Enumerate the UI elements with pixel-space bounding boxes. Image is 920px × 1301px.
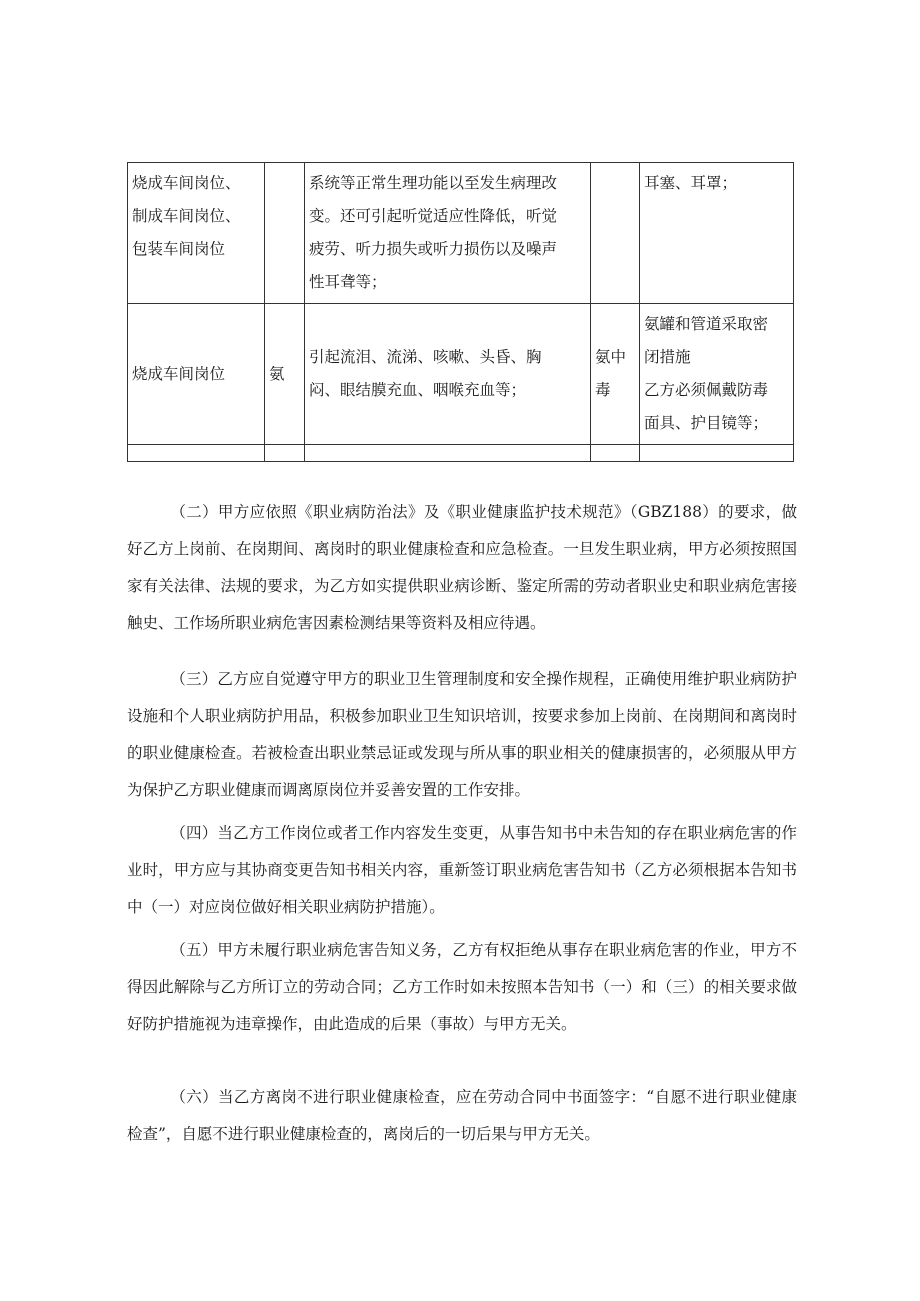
cell-text: 氨	[269, 364, 285, 383]
cell-text: 引起流泪、流涕、咳嗽、头昏、胸	[309, 348, 542, 366]
paragraph-6: （六）当乙方离岗不进行职业健康检查，应在劳动合同中书面签字：“自愿不进行职业健康检查”，自愿不进行职业健康检查的，离岗后的一切后果与甲方无关。	[127, 1088, 797, 1143]
cell-text: 系统等正常生理功能以至发生病理改	[309, 174, 558, 192]
paragraph-2: （二）甲方应依照《职业病防治法》及《职业健康监护技术规范》（GBZ188）的要求，做好乙方上岗前、在岗期间、离岗时的职业健康检查和应急检查。一旦发生职业病，甲方必须按照国家有关法律、法规的要求，为乙方如实提供职业病诊断、鉴定所需的劳动者职业史和职业病危害接触史、工作场所职业病危害因素检测结果等资料及相应待遇。	[127, 503, 797, 632]
cell-text: 烧成车间岗位	[132, 364, 226, 383]
cell-text: 乙方必须佩戴防毒	[644, 381, 769, 399]
cell-text: 耳塞、耳罩；	[644, 174, 738, 192]
measure-cell	[640, 304, 794, 445]
effect-cell	[305, 163, 591, 304]
cell-text: 烧成车间岗位、	[132, 174, 241, 192]
paragraph-4: （四）当乙方工作岗位或者工作内容发生变更，从事告知书中未告知的存在职业病危害的作业时，甲方应与其协商变更告知书相关内容，重新签订职业病危害告知书（乙方必须根据本告知书中（一）对应岗位做好相关职业病防护措施）。	[127, 824, 797, 916]
factor-cell	[265, 304, 305, 445]
table-row	[128, 304, 794, 445]
table-row	[128, 163, 794, 304]
cell-text: 闭措施	[644, 348, 691, 366]
measure-cell	[640, 163, 794, 304]
cell-text: 氨中	[595, 348, 627, 366]
empty-cell	[591, 445, 640, 462]
cell-text: 包装车间岗位	[132, 240, 226, 258]
cell-text: 制成车间岗位、	[132, 207, 241, 225]
cell-text: 面具、护目镜等；	[644, 414, 769, 432]
factor-cell	[265, 163, 305, 304]
paragraph-3: （三）乙方应自觉遵守甲方的职业卫生管理制度和安全操作规程，正确使用维护职业病防护设施和个人职业病防护用品，积极参加职业卫生知识培训，按要求参加上岗前、在岗期间和离岗时的职业健康检查。若被检查出职业禁忌证或发现与所从事的职业相关的健康损害的，必须服从甲方为保护乙方职业健康而调离原岗位并妥善安置的工作安排。	[127, 670, 797, 799]
cell-text: 变。还可引起听觉适应性降低，听觉	[309, 207, 558, 225]
cell-text: 氨罐和管道采取密	[644, 315, 769, 333]
paragraph-5: （五）甲方未履行职业病危害告知义务，乙方有权拒绝从事存在职业病危害的作业，甲方不得因此解除与乙方所订立的劳动合同；乙方工作时如未按照本告知书（一）和（三）的相关要求做好防护措施视为违章操作，由此造成的后果（事故）与甲方无关。	[127, 941, 797, 1033]
hazard-table	[127, 162, 794, 462]
empty-cell	[305, 445, 591, 462]
cell-text: 毒	[595, 381, 611, 399]
position-cell	[128, 304, 265, 445]
table-row	[128, 445, 794, 462]
effect-cell	[305, 304, 591, 445]
disease-cell	[591, 304, 640, 445]
empty-cell	[265, 445, 305, 462]
empty-cell	[128, 445, 265, 462]
cell-text: 疲劳、听力损失或听力损伤以及噪声	[309, 240, 558, 258]
cell-text: 闷、眼结膜充血、咽喉充血等；	[309, 381, 527, 399]
empty-cell	[640, 445, 794, 462]
cell-text: 性耳聋等；	[309, 273, 387, 291]
disease-cell	[591, 163, 640, 304]
position-cell	[128, 163, 265, 304]
